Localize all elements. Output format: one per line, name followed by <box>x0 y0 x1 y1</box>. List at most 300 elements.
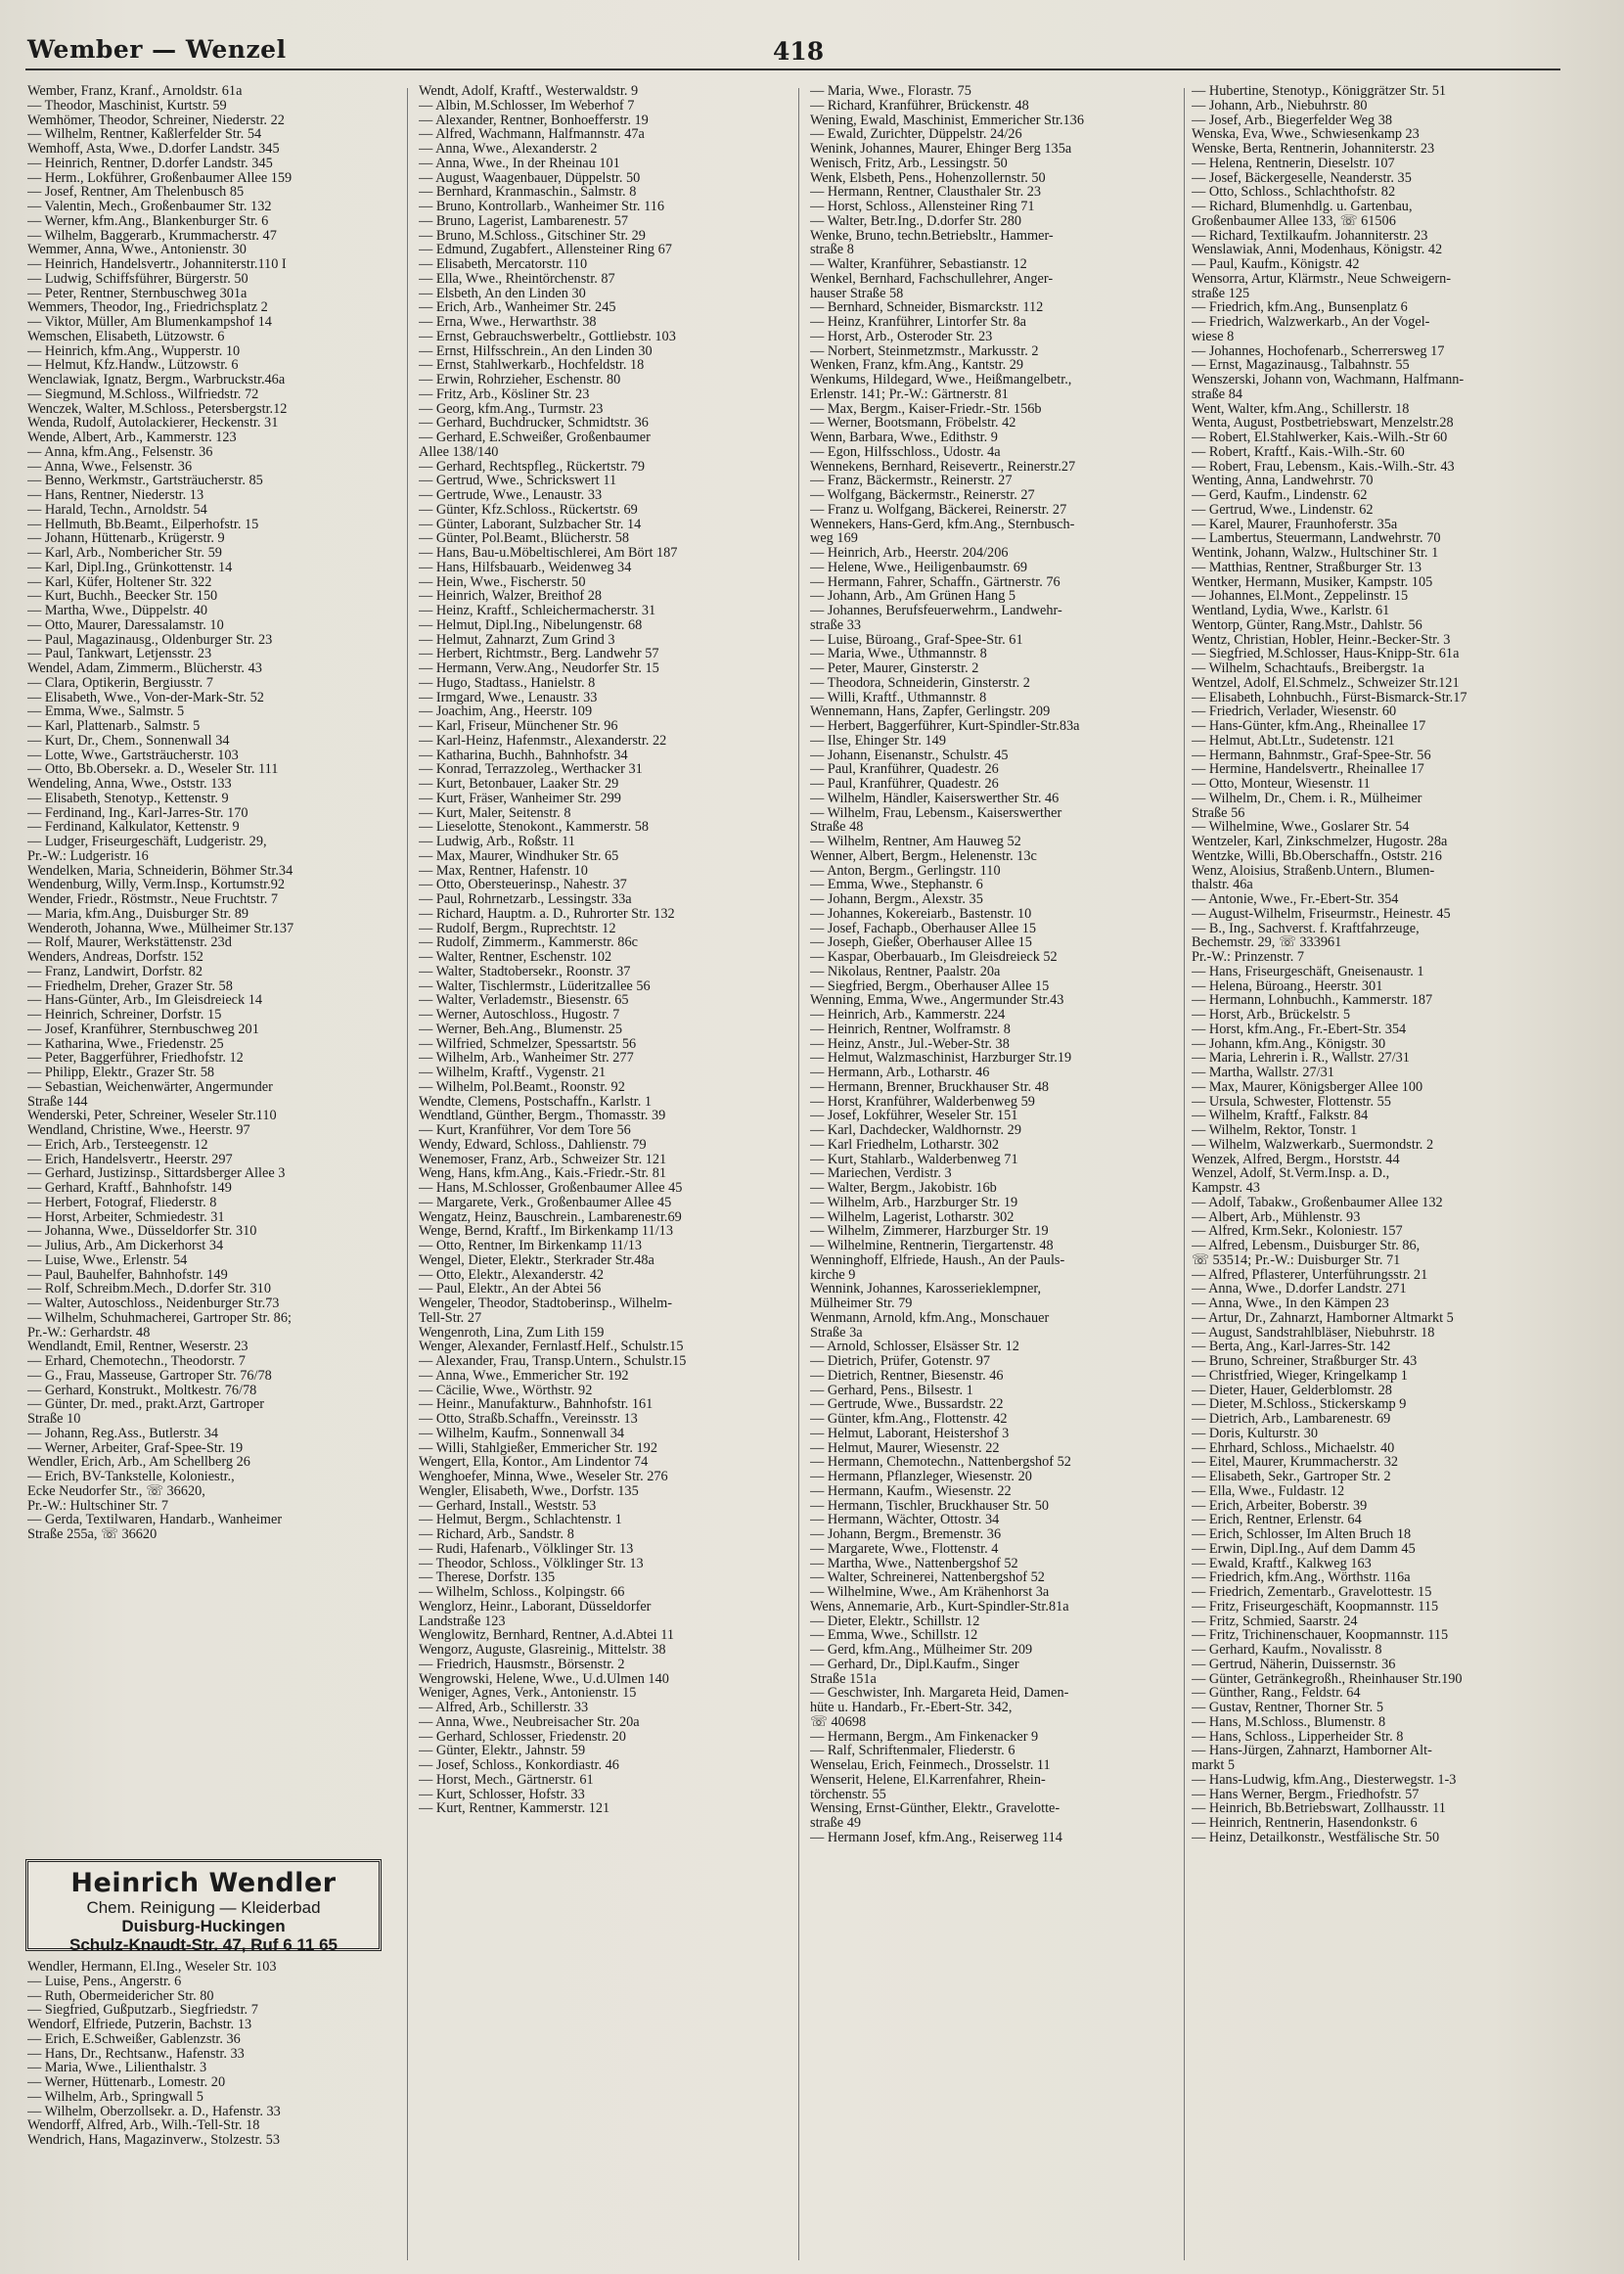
directory-entry-line: — Erich, Rentner, Erlenstr. 64 <box>1192 1513 1362 1527</box>
directory-entry-line: — Johanna, Wwe., Düsseldorfer Str. 310 <box>27 1224 257 1239</box>
directory-entry-line: — Heinrich, kfm.Ang., Wupperstr. 10 <box>27 343 241 359</box>
directory-entry-line: Wenke, Bruno, techn.Betriebsltr., Hammer- <box>810 228 1054 244</box>
directory-entry-line: — Gerd, Kaufm., Lindenstr. 62 <box>1192 488 1368 503</box>
directory-entry-line: Wenske, Berta, Rentnerin, Johanniterstr. 23 <box>1192 142 1435 157</box>
directory-entry-line: — Rudi, Hafenarb., Völklinger Str. 13 <box>419 1541 634 1557</box>
directory-entry-line: — Cäcilie, Wwe., Wörthstr. 92 <box>419 1383 593 1398</box>
directory-entry-line: — Hermine, Handelsvertr., Rheinallee 17 <box>1192 762 1424 777</box>
directory-entry-line: — Hubertine, Stenotyp., Königgrätzer Str. 51 <box>1192 84 1447 99</box>
directory-entry-line: — Lieselotte, Stenokont., Kammerstr. 58 <box>419 820 650 835</box>
directory-entry-line: — Ernst, Gebrauchswerbeltr., Gottliebstr. 103 <box>419 329 676 344</box>
directory-entry-line: — Paul, Rohrnetzarb., Lessingstr. 33a <box>419 892 632 907</box>
directory-entry-line: — Gerhard, Pens., Bilsestr. 1 <box>810 1383 973 1398</box>
directory-entry-line: — Günter, Kfz.Schloss., Rückertstr. 69 <box>419 502 638 518</box>
directory-entry-line: — Robert, Frau, Lebensm., Kais.-Wilh.-Str. 43 <box>1192 459 1455 475</box>
directory-entry-line: — Wilhelm, Dr., Chem. i. R., Mülheimer <box>1192 791 1422 806</box>
directory-entry-line: — Ludger, Friseurgeschäft, Ludgeristr. 29, <box>27 835 267 849</box>
directory-entry-line: — Heinrich, Bb.Betriebswart, Zollhausstr. 11 <box>1192 1801 1446 1816</box>
directory-entry-line: — Herbert, Fotograf, Fliederstr. 8 <box>27 1195 217 1210</box>
directory-entry-line: — Valentin, Mech., Großenbaumer Str. 132 <box>27 200 272 214</box>
directory-entry-line: — Katharina, Buchh., Bahnhofstr. 34 <box>419 748 628 763</box>
directory-entry-line: Wenglowitz, Bernhard, Rentner, A.d.Abtei 11 <box>419 1628 674 1643</box>
directory-entry-line: Wenta, August, Postbetriebswart, Menzelstr.28 <box>1192 416 1454 431</box>
directory-entry-line: Wenge, Bernd, Kraftf., Im Birkenkamp 11/13 <box>419 1224 673 1239</box>
directory-entry-line: Wengler, Elisabeth, Wwe., Dorfstr. 135 <box>419 1483 639 1499</box>
directory-entry-line: — Heinrich, Rentner, Wolframstr. 8 <box>810 1022 1011 1037</box>
directory-entry-line: — Johann, Reg.Ass., Butlerstr. 34 <box>27 1426 218 1441</box>
directory-entry-line: — Lambertus, Steuermann, Landwehrstr. 70 <box>1192 531 1441 546</box>
directory-entry-line: — Helmut, Walzmaschinist, Harzburger Str.19 <box>810 1051 1072 1066</box>
directory-entry-line: — Maria, Wwe., Florastr. 75 <box>810 84 971 99</box>
ad-address-line: Schulz-Knaudt-Str. 47, Ruf 6 11 65 <box>69 1935 338 1954</box>
directory-entry-line: — Wilhelm, Kaufm., Sonnenwall 34 <box>419 1426 625 1441</box>
directory-entry-line: — Ferdinand, Kalkulator, Kettenstr. 9 <box>27 820 240 835</box>
directory-entry-line: — Fritz, Schmied, Saarstr. 24 <box>1192 1614 1358 1629</box>
directory-entry-line: — Ludwig, Schiffsführer, Bürgerstr. 50 <box>27 271 248 287</box>
directory-entry-line: — Heinrich, Schreiner, Dorfstr. 15 <box>27 1008 222 1023</box>
directory-entry-line: — Hermann, Verw.Ang., Neudorfer Str. 15 <box>419 661 659 676</box>
directory-entry-line: — Christfried, Wieger, Kringelkamp 1 <box>1192 1368 1408 1384</box>
directory-entry-line: — Gerhard, Rechtspfleg., Rückertstr. 79 <box>419 459 646 475</box>
directory-entry-line: — Dieter, Elektr., Schillstr. 12 <box>810 1614 980 1629</box>
directory-entry-line: — Erich, Schlosser, Im Alten Bruch 18 <box>1192 1527 1412 1542</box>
directory-entry-line: Wengert, Ella, Kontor., Am Lindentor 74 <box>419 1455 649 1470</box>
directory-entry-line: Wenken, Franz, kfm.Ang., Kantstr. 29 <box>810 358 1024 373</box>
directory-entry-line: — Eitel, Maurer, Krummacherstr. 32 <box>1192 1455 1399 1470</box>
directory-entry-line: — Gerhard, Schlosser, Friedenstr. 20 <box>419 1729 626 1745</box>
directory-entry-line: Allee 138/140 <box>419 444 499 460</box>
directory-entry-line: — Martha, Wwe., Nattenbergshof 52 <box>810 1556 1018 1571</box>
column-3 <box>810 84 1177 1845</box>
ad-business-name: Heinrich Wendler <box>70 1868 337 1898</box>
directory-entry-line: — Anna, Wwe., Alexanderstr. 2 <box>419 142 598 157</box>
directory-entry-line: — Ernst, Hilfsschrein., An den Linden 30 <box>419 343 653 359</box>
directory-entry-line: — Erich, Handelsvertr., Heerstr. 297 <box>27 1152 233 1167</box>
directory-entry-line: Wendland, Christine, Wwe., Heerstr. 97 <box>27 1123 250 1138</box>
directory-entry-line: — Erich, Arb., Tersteegenstr. 12 <box>27 1137 208 1153</box>
directory-entry-line: — Herbert, Baggerführer, Kurt-Spindler-Str.83a <box>810 719 1080 734</box>
page-number: 418 <box>773 37 825 66</box>
directory-entry-line: Weniger, Agnes, Verk., Antonienstr. 15 <box>419 1686 637 1701</box>
directory-entry-line: — Hermann, Bahnmstr., Graf-Spee-Str. 56 <box>1192 748 1431 763</box>
directory-entry-line: — Werner, Bootsmann, Fröbelstr. 42 <box>810 416 1016 431</box>
directory-entry-line: — Peter, Maurer, Ginsterstr. 2 <box>810 661 979 676</box>
directory-entry-line: — Hermann, Kaufm., Wiesenstr. 22 <box>810 1483 1012 1499</box>
directory-entry-line: straße 8 <box>810 243 854 257</box>
directory-entry-line: — Wilhelmine, Wwe., Am Krähenhorst 3a <box>810 1585 1050 1600</box>
directory-entry-line: — Hermann, Tischler, Bruckhauser Str. 50 <box>810 1498 1050 1514</box>
directory-entry-line: — Berta, Ang., Karl-Jarres-Str. 142 <box>1192 1340 1391 1354</box>
directory-entry-line: Erlenstr. 141; Pr.-W.: Gärtnerstr. 81 <box>810 387 1009 402</box>
directory-entry-line: — Otto, Elektr., Alexanderstr. 42 <box>419 1267 605 1283</box>
directory-entry-line: Wendenburg, Willy, Verm.Insp., Kortumstr.92 <box>27 878 286 892</box>
directory-entry-line: — Bernhard, Schneider, Bismarckstr. 112 <box>810 300 1044 315</box>
directory-entry-line: Wenninghoff, Elfriede, Haush., An der Pauls- <box>810 1252 1065 1268</box>
directory-entry-line: — Kurt, Rentner, Kammerstr. 121 <box>419 1801 610 1816</box>
directory-entry-line: — Ralf, Schriftenmaler, Fliederstr. 6 <box>810 1744 1015 1758</box>
directory-entry-line: straße 84 <box>1192 387 1243 402</box>
directory-entry-line: — Emma, Wwe., Salmstr. 5 <box>27 705 185 719</box>
directory-entry-line: — Walter, Kranführer, Sebastianstr. 12 <box>810 257 1027 272</box>
directory-entry-line: — Willi, Stahlgießer, Emmericher Str. 192 <box>419 1440 657 1456</box>
directory-entry-line: — Alfred, Pflasterer, Unterführungsstr. 21 <box>1192 1267 1428 1283</box>
directory-entry-line: — Richard, Arb., Sandstr. 8 <box>419 1527 574 1542</box>
directory-entry-line: — Anna, Wwe., In den Kämpen 23 <box>1192 1296 1389 1311</box>
directory-entry-line: — Gertrude, Wwe., Lenaustr. 33 <box>419 488 603 503</box>
directory-entry-line: — Gertrud, Wwe., Lindenstr. 62 <box>1192 502 1374 518</box>
directory-entry-line: — Johannes, Berufsfeuerwehrm., Landwehr- <box>810 604 1062 618</box>
directory-entry-line: — Hermann, Bergm., Am Finkenacker 9 <box>810 1729 1039 1745</box>
directory-entry-line: Wendler, Erich, Arb., Am Schellberg 26 <box>27 1455 250 1470</box>
directory-entry-line: Wentink, Johann, Walzw., Hultschiner Str. 1 <box>1192 546 1439 561</box>
directory-entry-line: — Johannes, Hochofenarb., Scherrersweg 17 <box>1192 343 1445 359</box>
directory-entry-line: hüte u. Handarb., Fr.-Ebert-Str. 342, <box>810 1701 1013 1715</box>
directory-entry-line: — Otto, Rentner, Im Birkenkamp 11/13 <box>419 1239 643 1253</box>
directory-entry-line: — Dietrich, Arb., Lambarenestr. 69 <box>1192 1412 1391 1427</box>
directory-entry-line: Wendel, Adam, Zimmerm., Blücherstr. 43 <box>27 661 262 676</box>
directory-entry-line: — Josef, Arb., Biegerfelder Weg 38 <box>1192 113 1393 128</box>
directory-entry-line: Wenn, Barbara, Wwe., Edithstr. 9 <box>810 431 998 445</box>
directory-entry-line: — Erwin, Rohrzieher, Eschenstr. 80 <box>419 373 621 387</box>
directory-entry-line: — Günther, Rang., Feldstr. 64 <box>1192 1686 1361 1701</box>
directory-entry-line: — Wilhelm, Zimmerer, Harzburger Str. 19 <box>810 1224 1049 1239</box>
directory-entry-line: Wenzel, Adolf, St.Verm.Insp. a. D., <box>1192 1166 1390 1181</box>
directory-entry-line: — Ewald, Zurichter, Düppelstr. 24/26 <box>810 127 1022 142</box>
directory-entry-line: — Werner, kfm.Ang., Blankenburger Str. 6 <box>27 213 269 229</box>
advertisement-box <box>25 1859 382 1954</box>
directory-entry-line: — Anna, Wwe., Neubreisacher Str. 20a <box>419 1714 640 1730</box>
directory-entry-line: Wens, Annemarie, Arb., Kurt-Spindler-Str.81a <box>810 1599 1069 1615</box>
directory-entry-line: Wender, Friedr., Röstmstr., Neue Fruchtstr. 7 <box>27 892 278 907</box>
directory-entry-line: — Paul, Tankwart, Letjensstr. 23 <box>27 647 212 661</box>
directory-entry-line: — Otto, Maurer, Daressalamstr. 10 <box>27 617 224 633</box>
directory-entry-line: — Hans-Ludwig, kfm.Ang., Diesterwegstr. 1-3 <box>1192 1772 1457 1788</box>
directory-entry-line: — Günter, Pol.Beamt., Blücherstr. 58 <box>419 531 630 546</box>
directory-entry-line: Landstraße 123 <box>419 1614 506 1629</box>
directory-entry-line: Wenning, Emma, Wwe., Angermunder Str.43 <box>810 993 1064 1008</box>
directory-entry-line: — Josef, Fachарb., Oberhauser Allee 15 <box>810 921 1037 936</box>
directory-entry-line: — Margarete, Verk., Großenbaumer Allee 45 <box>419 1195 672 1210</box>
directory-entry-line: — Joachim, Ang., Heerstr. 109 <box>419 705 593 719</box>
directory-entry-line: Wentzeler, Karl, Zinkschmelzer, Hugostr. 28a <box>1192 835 1448 849</box>
directory-entry-line: — Hein, Wwe., Fischerstr. 50 <box>419 574 586 590</box>
directory-entry-line: — Hermann, Wächter, Ottostr. 34 <box>810 1513 1000 1527</box>
directory-entry-line: — Johann, Bergm., Bremenstr. 36 <box>810 1527 1002 1542</box>
directory-entry-line: — Arnold, Schlosser, Elsässer Str. 12 <box>810 1340 1019 1354</box>
directory-entry-line: — Ruth, Obermeidericher Str. 80 <box>27 1988 214 2004</box>
directory-entry-line: — Horst, kfm.Ang., Fr.-Ebert-Str. 354 <box>1192 1022 1407 1037</box>
directory-entry-line: — Ludwig, Arb., Roßstr. 11 <box>419 835 575 849</box>
directory-entry-line: — Elisabeth, Mercatorstr. 110 <box>419 257 588 272</box>
directory-entry-line: — Günter, Elektr., Jahnstr. 59 <box>419 1744 586 1758</box>
directory-entry-line: Wende, Albert, Arb., Kammerstr. 123 <box>27 431 237 445</box>
directory-entry-line: — Dieter, M.Schloss., Stickerskamp 9 <box>1192 1397 1407 1412</box>
directory-entry-line: — Erich, BV-Tankstelle, Koloniestr., <box>27 1470 235 1484</box>
directory-entry-line: Wenzek, Alfred, Bergm., Horststr. 44 <box>1192 1152 1400 1167</box>
directory-entry-line: Wengenroth, Lina, Zum Lith 159 <box>419 1325 605 1341</box>
directory-entry-line: Wentz, Christian, Hobler, Heinr.-Becker-Str. 3 <box>1192 632 1451 648</box>
directory-entry-line: — Hans-Günter, kfm.Ang., Rheinallee 17 <box>1192 719 1426 734</box>
directory-entry-line: — Karl, Dachdecker, Waldhornstr. 29 <box>810 1123 1021 1138</box>
directory-entry-line: Wenslawiak, Anni, Modenhaus, Königstr. 42 <box>1192 243 1443 257</box>
directory-entry-line: — Albert, Arb., Mühlenstr. 93 <box>1192 1209 1361 1225</box>
directory-entry-line: — Hans, M.Schloss., Blumenstr. 8 <box>1192 1714 1386 1730</box>
directory-entry-line: — Paul, Kranführer, Quadestr. 26 <box>810 762 999 777</box>
directory-entry-line: — August, Waagenbauer, Düppelstr. 50 <box>419 170 641 186</box>
directory-entry-line: — Günter, Laborant, Sulzbacher Str. 14 <box>419 517 642 532</box>
directory-entry-line: Wenghoefer, Minna, Wwe., Weseler Str. 276 <box>419 1470 668 1484</box>
directory-entry-line: — Heinrich, Rentnerin, Hasendonkstr. 6 <box>1192 1816 1418 1831</box>
directory-entry-line: — Harald, Techn., Arnoldstr. 54 <box>27 502 207 518</box>
directory-entry-line: — Dieter, Hauer, Gelderblomstr. 28 <box>1192 1383 1392 1398</box>
directory-entry-line: — Rudolf, Zimmerm., Kammerstr. 86c <box>419 935 638 950</box>
ad-location-line: Duisburg-Huckingen <box>121 1917 286 1935</box>
directory-entry-line: — Wilhelm, Kraftf., Vygenstr. 21 <box>419 1066 607 1080</box>
directory-entry-line: — Mariechen, Verdistr. 3 <box>810 1166 952 1181</box>
directory-entry-line: Wendeling, Anna, Wwe., Oststr. 133 <box>27 777 232 792</box>
directory-entry-line: — Hans, Bau-u.Möbeltischlerei, Am Bört 187 <box>419 546 678 561</box>
directory-entry-line: Wenkums, Hildegard, Wwe., Heißmangelbetr., <box>810 373 1072 387</box>
directory-entry-line: — Wilhelm, Arb., Harzburger Str. 19 <box>810 1195 1018 1210</box>
directory-entry-line: — Helmut, Maurer, Wiesenstr. 22 <box>810 1440 1000 1456</box>
directory-entry-line: — Kurt, Kranführer, Vor dem Tore 56 <box>419 1123 631 1138</box>
directory-entry-line: — Günter, Dr. med., prakt.Arzt, Gartroper <box>27 1397 264 1412</box>
directory-entry-line: straße 33 <box>810 617 862 633</box>
directory-entry-line: — Luise, Wwe., Erlenstr. 54 <box>27 1252 188 1268</box>
directory-entry-line: Wendtland, Günther, Bergm., Thomasstr. 39 <box>419 1109 666 1123</box>
directory-entry-line: Wengel, Dieter, Elektr., Sterkrader Str.48a <box>419 1252 654 1268</box>
directory-entry-line: — Wilhelm, Baggerarb., Krummacherstr. 47 <box>27 228 277 244</box>
directory-entry-line: — Heinz, Detailkonstr., Westfälische Str. 50 <box>1192 1830 1440 1845</box>
directory-entry-line: Großenbaumer Allee 133, ☏ 61506 <box>1192 213 1396 229</box>
directory-entry-line: — Gerhard, Buchdrucker, Schmidtstr. 36 <box>419 416 649 431</box>
directory-entry-line: — Werner, Hüttenarb., Lomestr. 20 <box>27 2075 226 2090</box>
directory-entry-line: — Gerda, Textilwaren, Handarb., Wanheimer <box>27 1513 283 1527</box>
directory-entry-line: — Gerhard, Dr., Dipl.Kaufm., Singer <box>810 1657 1019 1672</box>
directory-entry-line: — Erhard, Chemotechn., Theodorstr. 7 <box>27 1354 246 1369</box>
directory-entry-line: Ecke Neudorfer Str., ☏ 36620, <box>27 1483 205 1499</box>
directory-entry-line: — Ella, Wwe., Rheintörchenstr. 87 <box>419 271 615 287</box>
directory-entry-line: Wengeler, Theodor, Stadtoberinsp., Wilhelm- <box>419 1296 673 1311</box>
directory-entry-line: — Hans Werner, Bergm., Friedhofstr. 57 <box>1192 1787 1420 1802</box>
directory-entry-line: — Kurt, Dr., Chem., Sonnenwall 34 <box>27 733 230 749</box>
directory-entry-line: — Friedrich, Walzwerkarb., An der Vogel- <box>1192 315 1430 330</box>
directory-entry-line: — Alexander, Frau, Transp.Untern., Schulstr.15 <box>419 1354 687 1369</box>
directory-entry-line: Wenda, Rudolf, Autolackierer, Heckenstr. 31 <box>27 416 279 431</box>
directory-entry-line: — Franz u. Wolfgang, Bäckerei, Reinerstr. 27 <box>810 502 1067 518</box>
directory-entry-line: — Doris, Kulturstr. 30 <box>1192 1426 1319 1441</box>
directory-entry-line: Wemmer, Anna, Wwe., Antonienstr. 30 <box>27 243 247 257</box>
directory-entry-line: Wennekers, Hans-Gerd, kfm.Ang., Sternbusch- <box>810 517 1075 532</box>
directory-entry-line: Bechemstr. 29, ☏ 333961 <box>1192 935 1342 950</box>
directory-entry-line: — Werner, Beh.Ang., Blumenstr. 25 <box>419 1022 623 1037</box>
directory-entry-line: Mülheimer Str. 79 <box>810 1296 913 1311</box>
directory-entry-line: — Karl, Dipl.Ing., Grünkottenstr. 14 <box>27 560 233 575</box>
directory-entry-line: Wenting, Anna, Landwehrstr. 70 <box>1192 474 1374 488</box>
header-rule <box>25 68 1560 70</box>
directory-entry-line: — Werner, Autoschloss., Hugostr. 7 <box>419 1008 620 1023</box>
directory-entry-line: — Albin, M.Schlosser, Im Weberhof 7 <box>419 98 635 114</box>
directory-entry-line: Wenemoser, Franz, Arb., Schweizer Str. 121 <box>419 1152 667 1167</box>
directory-entry-line: — Wolfgang, Bäckermstr., Reinerstr. 27 <box>810 488 1035 503</box>
directory-entry-line: — Hugo, Stadtass., Hanielstr. 8 <box>419 675 596 691</box>
directory-entry-line: — Helena, Büroang., Heerstr. 301 <box>1192 978 1383 994</box>
directory-entry-line: — Karl, Küfer, Holtener Str. 322 <box>27 574 212 590</box>
directory-entry-line: Wemhoff, Asta, Wwe., D.dorfer Landstr. 345 <box>27 142 280 157</box>
directory-entry-line: — Helmut, Zahnarzt, Zum Grind 3 <box>419 632 615 648</box>
directory-entry-line: Wensorra, Artur, Klärmstr., Neue Schweigern- <box>1192 271 1452 287</box>
directory-entry-line: — Rolf, Maurer, Werkstättenstr. 23d <box>27 935 232 950</box>
directory-entry-line: — Ilse, Ehinger Str. 149 <box>810 733 946 749</box>
directory-entry-line: Wennink, Johannes, Karosserieklempner, <box>810 1282 1042 1296</box>
directory-entry-line: — Elsbeth, An den Linden 30 <box>419 286 586 301</box>
directory-entry-line: — Franz, Bäckermstr., Reinerstr. 27 <box>810 474 1013 488</box>
directory-entry-line: — Gerhard, E.Schweißer, Großenbaumer <box>419 431 651 445</box>
directory-entry-line: — Hermann, Rentner, Clausthaler Str. 23 <box>810 185 1042 200</box>
directory-entry-line: — Fritz, Arb., Kösliner Str. 23 <box>419 387 590 402</box>
directory-entry-line: — Alfred, Arb., Schillerstr. 33 <box>419 1701 589 1715</box>
directory-entry-line: — Wilhelm, Rentner, Kaßlerfelder Str. 54 <box>27 127 262 142</box>
directory-entry-line: Weng, Hans, kfm.Ang., Kais.-Friedr.-Str. 81 <box>419 1166 666 1181</box>
directory-entry-line: — Franz, Landwirt, Dorfstr. 82 <box>27 964 203 979</box>
directory-entry-line: — Ewald, Kraftf., Kalkweg 163 <box>1192 1556 1372 1571</box>
directory-entry-line: — Elisabeth, Stenotyp., Kettenstr. 9 <box>27 791 229 806</box>
directory-entry-line: — Friedhelm, Dreher, Grazer Str. 58 <box>27 978 233 994</box>
directory-entry-line: — Luise, Pens., Angerstr. 6 <box>27 1974 182 1989</box>
directory-entry-line: — Max, Maurer, Königsberger Allee 100 <box>1192 1079 1423 1095</box>
directory-entry-line: — Friedrich, kfm.Ang., Bunsenplatz 6 <box>1192 300 1408 315</box>
directory-entry-line: — Paul, Kaufm., Königstr. 42 <box>1192 257 1360 272</box>
directory-entry-line: — Gertrud, Wwe., Schrickswert 11 <box>419 474 617 488</box>
directory-entry-line: — Siegmund, M.Schloss., Wilfriedstr. 72 <box>27 387 259 402</box>
column-1-continued <box>27 1960 394 2148</box>
directory-entry-line: — Wilhelmine, Wwe., Goslarer Str. 54 <box>1192 820 1410 835</box>
directory-entry-line: — Wilhelm, Lagerist, Lotharstr. 302 <box>810 1209 1015 1225</box>
directory-entry-line: Wenderski, Peter, Schreiner, Weseler Str.110 <box>27 1109 277 1123</box>
directory-entry-line: Pr.-W.: Prinzenstr. 7 <box>1192 950 1305 965</box>
directory-entry-line: ☏ 53514; Pr.-W.: Duisburger Str. 71 <box>1192 1252 1401 1268</box>
directory-entry-line: Wenger, Alexander, Fernlastf.Helf., Schulstr.15 <box>419 1340 684 1354</box>
directory-entry-line: markt 5 <box>1192 1758 1236 1773</box>
directory-entry-line: — Irmgard, Wwe., Lenaustr. 33 <box>419 690 598 705</box>
directory-entry-line: — Otto, Straßb.Schaffn., Vereinsstr. 13 <box>419 1412 638 1427</box>
column-1 <box>27 84 394 1542</box>
directory-entry-line: — Therese, Dorfstr. 135 <box>419 1570 556 1585</box>
directory-entry-line: — Anton, Bergm., Gerlingstr. 110 <box>810 863 1001 879</box>
directory-entry-line: — Ernst, Stahlwerkarb., Hochfeldstr. 18 <box>419 358 645 373</box>
directory-entry-line: — Josef, Bäckergeselle, Neanderstr. 35 <box>1192 170 1412 186</box>
directory-entry-line: Wenclawiak, Ignatz, Bergm., Warbruckstr.46a <box>27 373 286 387</box>
directory-entry-line: — Helmut, Laborant, Heistershof 3 <box>810 1426 1010 1441</box>
directory-entry-line: Straße 48 <box>810 820 864 835</box>
directory-entry-line: Straße 10 <box>27 1412 81 1427</box>
directory-entry-line: — Karl, Arb., Nombericher Str. 59 <box>27 546 222 561</box>
directory-entry-line: — Hans-Günter, Arb., Im Gleisdreieck 14 <box>27 993 263 1008</box>
directory-entry-line: — G., Frau, Masseuse, Gartroper Str. 76/78 <box>27 1368 272 1384</box>
directory-entry-line: — Horst, Arb., Osteroder Str. 23 <box>810 329 993 344</box>
directory-entry-line: — Matthias, Rentner, Straßburger Str. 13 <box>1192 560 1422 575</box>
directory-entry-line: — Maria, Wwe., Uthmannstr. 8 <box>810 647 987 661</box>
directory-entry-line: Wentzke, Willi, Bb.Oberschaffn., Oststr. 216 <box>1192 848 1442 864</box>
directory-entry-line: — Johann, Eisenanstr., Schulstr. 45 <box>810 748 1009 763</box>
directory-entry-line: — Herbert, Richtmstr., Berg. Landwehr 57 <box>419 647 659 661</box>
directory-entry-line: — Erich, E.Schweißer, Gablenzstr. 36 <box>27 2031 241 2047</box>
directory-entry-line: — Heinz, Kranführer, Lintorfer Str. 8a <box>810 315 1026 330</box>
directory-entry-line: Wendorff, Alfred, Arb., Wilh.-Tell-Str. 18 <box>27 2118 260 2133</box>
directory-entry-line: — Georg, kfm.Ang., Turmstr. 23 <box>419 401 604 417</box>
directory-entry-line: — Wilhelm, Arb., Springwall 5 <box>27 2089 203 2105</box>
directory-entry-line: — Heinz, Kraftf., Schleichermacherstr. 31 <box>419 604 656 618</box>
directory-entry-line: Straße 56 <box>1192 805 1245 821</box>
directory-entry-line: — Bruno, M.Schloss., Gitschiner Str. 29 <box>419 228 646 244</box>
directory-entry-line: — Siegfried, Gußputzarb., Siegfriedstr. 7 <box>27 2003 258 2018</box>
directory-entry-line: — Alexander, Rentner, Bonhoefferstr. 19 <box>419 113 649 128</box>
directory-entry-line: — Geschwister, Inh. Margareta Heid, Damen- <box>810 1686 1069 1701</box>
directory-entry-line: — Hans, Hilfsbauarb., Weidenweg 34 <box>419 560 632 575</box>
directory-entry-line: — Ehrhard, Schloss., Michaelstr. 40 <box>1192 1440 1395 1456</box>
directory-entry-line: Wenink, Johannes, Maurer, Ehinger Berg 135a <box>810 142 1072 157</box>
directory-entry-line: — Siegfried, Bergm., Oberhauser Allee 15 <box>810 978 1050 994</box>
directory-entry-line: — Heinrich, Arb., Kammerstr. 224 <box>810 1008 1006 1023</box>
directory-entry-line: Wentker, Hermann, Musiker, Kampstr. 105 <box>1192 574 1433 590</box>
directory-entry-line: — Wilhelm, Kraftf., Falkstr. 84 <box>1192 1109 1369 1123</box>
directory-entry-line: — Horst, Arbeiter, Schmiedestr. 31 <box>27 1209 225 1225</box>
directory-entry-line: Wenselau, Erich, Feinmech., Drosselstr. 11 <box>810 1758 1051 1773</box>
directory-entry-line: hauser Straße 58 <box>810 286 904 301</box>
directory-entry-line: — Johann, Arb., Am Grünen Hang 5 <box>810 589 1016 604</box>
directory-entry-line: — Viktor, Müller, Am Blumenkampshof 14 <box>27 315 272 330</box>
directory-entry-line: — Otto, Schloss., Schlachthofstr. 82 <box>1192 185 1396 200</box>
directory-entry-line: — Peter, Rentner, Sternbuschweg 301a <box>27 286 248 301</box>
directory-entry-line: — Otto, Monteur, Wiesenstr. 11 <box>1192 777 1371 792</box>
directory-entry-line: — Bruno, Kontrollarb., Wanheimer Str. 116 <box>419 200 664 214</box>
directory-entry-line: — Gerhard, Konstrukt., Moltkestr. 76/78 <box>27 1383 257 1398</box>
directory-entry-line: Wenisch, Fritz, Arb., Lessingstr. 50 <box>810 156 1008 171</box>
directory-entry-line: — Friedrich, Hausmstr., Börsenstr. 2 <box>419 1657 625 1672</box>
directory-entry-line: — Erich, Arbeiter, Boberstr. 39 <box>1192 1498 1368 1514</box>
directory-entry-line: — August, Sandstrahlbläser, Niebuhrstr. 18 <box>1192 1325 1435 1341</box>
directory-entry-line: — Dietrich, Rentner, Biesenstr. 46 <box>810 1368 1004 1384</box>
directory-entry-line: Pr.-W.: Gerhardstr. 48 <box>27 1325 151 1341</box>
directory-entry-line: Wengorz, Auguste, Glasreinig., Mittelstr. 38 <box>419 1643 666 1658</box>
directory-entry-line: Wenszerski, Johann von, Wachmann, Halfmann- <box>1192 373 1465 387</box>
directory-entry-line: — Alfred, Krm.Sekr., Koloniestr. 157 <box>1192 1224 1403 1239</box>
directory-entry-line: — Horst, Mech., Gärtnerstr. 61 <box>419 1772 594 1788</box>
directory-entry-line: — Maria, Wwe., Lilienthalstr. 3 <box>27 2061 207 2075</box>
directory-entry-line: — Gerhard, Kraftf., Bahnhofstr. 149 <box>27 1181 232 1196</box>
directory-entry-line: — Kurt, Fräser, Wanheimer Str. 299 <box>419 791 621 806</box>
directory-entry-line: — Benno, Werkmstr., Gartsträucherstr. 85 <box>27 474 263 488</box>
directory-entry-line: Wendy, Edward, Schloss., Dahlienstr. 79 <box>419 1137 647 1153</box>
directory-entry-line: — Helmut, Kfz.Handw., Lützowstr. 6 <box>27 358 239 373</box>
directory-entry-line: — Hans, Rentner, Niederstr. 13 <box>27 488 204 503</box>
directory-entry-line: — Rolf, Schreibm.Mech., D.dorfer Str. 310 <box>27 1282 271 1296</box>
directory-entry-line: Wenserit, Helene, El.Karrenfahrer, Rhein- <box>810 1772 1046 1788</box>
directory-entry-line: — Herm., Lokführer, Großenbaumer Allee 159 <box>27 170 293 186</box>
directory-entry-line: Wendorf, Elfriede, Putzerin, Bachstr. 13 <box>27 2018 252 2032</box>
directory-entry-line: — Wilhelmine, Rentnerin, Tiergartenstr. 48 <box>810 1239 1054 1253</box>
directory-entry-line: — Heinrich, Handelsvertr., Johanniterstr.110 I <box>27 257 287 272</box>
directory-entry-line: — Karel, Maurer, Fraunhoferstr. 35a <box>1192 517 1398 532</box>
directory-entry-line: — Erna, Wwe., Herwarthstr. 38 <box>419 315 597 330</box>
directory-entry-line: Wendelken, Maria, Schneiderin, Böhmer Str.34 <box>27 863 293 879</box>
directory-entry-line: — Martha, Wallstr. 27/31 <box>1192 1066 1334 1080</box>
directory-entry-line: Wenmann, Arnold, kfm.Ang., Monschauer <box>810 1310 1050 1326</box>
directory-entry-line: thalstr. 46a <box>1192 878 1253 892</box>
directory-entry-line: — Max, Bergm., Kaiser-Friedr.-Str. 156b <box>810 401 1042 417</box>
directory-entry-line: — Otto, Obersteuerinsp., Nahestr. 37 <box>419 878 627 892</box>
directory-entry-line: Straße 151a <box>810 1671 877 1687</box>
